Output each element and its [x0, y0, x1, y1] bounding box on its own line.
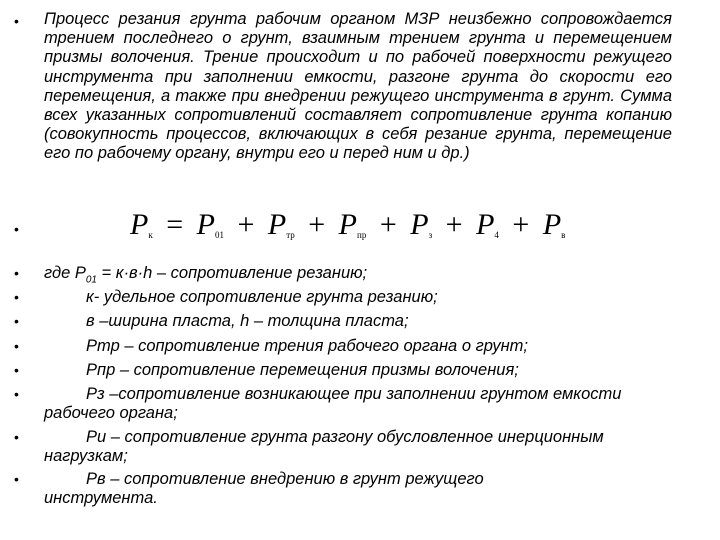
definition-inertia-resistance: Pи – сопротивление грунта разгону обусловленное инерционным нагрузкам;	[44, 428, 604, 465]
definition-prism-resistance: Pпр – сопротивление перемещения призмы волочения;	[86, 361, 519, 379]
formula-plus: +	[445, 208, 463, 241]
formula-plus: +	[512, 208, 530, 241]
bullet-formula: •	[14, 221, 19, 237]
formula-term-3: $P_{пр}$	[338, 208, 367, 241]
formula-term-4: $P_з$	[410, 208, 433, 241]
formula-plus: +	[379, 208, 397, 241]
bullet-def-6: •	[14, 386, 19, 402]
formula-term-1: $P_{01}$	[196, 208, 224, 241]
definition-specific-resistance: к- удельное сопротивление грунта резанию;	[86, 288, 438, 306]
bullet-def-4: •	[14, 338, 19, 354]
definition-friction-resistance: Pтр – сопротивление трения рабочего органа о грунт;	[86, 337, 529, 355]
bullet-def-3: •	[14, 313, 19, 329]
intro-paragraph: Процесс резания грунта рабочим органом МЗР неизбежно сопровождается трением последнего о грунт, взаимным трением грунта и перемещением призмы волочения. Трение происходит и по рабочей поверхности режущего инструмента при заполнении емкости, разгоне грунта до скорости его перемещения, а также при внедрении режущего инструмента в грунт. Сумма всех указанных сопротивлений составляет сопротивление грунта копанию (совокупность процессов, включающих в себя резание грунта, перемещение его по рабочему органу, внутри его и перед ним и др.)	[44, 10, 672, 163]
bullet-def-8: •	[14, 471, 19, 487]
formula	[130, 208, 565, 252]
definition-cutting-resistance: где $P_{01} = к\cdot в\cdot h$ – сопротивление резанию;	[44, 264, 368, 286]
formula-term-5: $P_4$	[476, 208, 499, 241]
formula-term-6: $P_в$	[542, 208, 566, 241]
bullet-intro: •	[14, 13, 19, 29]
definition-penetration-resistance: Pв – сопротивление внедрению в грунт режущего инструмента.	[44, 470, 484, 507]
bullet-def-5: •	[14, 362, 19, 378]
definition-filling-resistance: Pз –сопротивление возникающее при заполнении грунтом емкости рабочего органа;	[44, 385, 622, 422]
definition-layer-dimensions: в –ширина пласта, h – толщина пласта;	[86, 312, 409, 330]
formula-term-2: $P_{тр}$	[267, 208, 295, 241]
formula-lhs: $P_к$	[130, 208, 153, 241]
bullet-def-2: •	[14, 289, 19, 305]
formula-equals: =	[166, 208, 184, 241]
formula-plus: +	[237, 208, 255, 241]
bullet-def-1: •	[14, 265, 19, 281]
formula-plus: +	[308, 208, 326, 241]
bullet-def-7: •	[14, 429, 19, 445]
